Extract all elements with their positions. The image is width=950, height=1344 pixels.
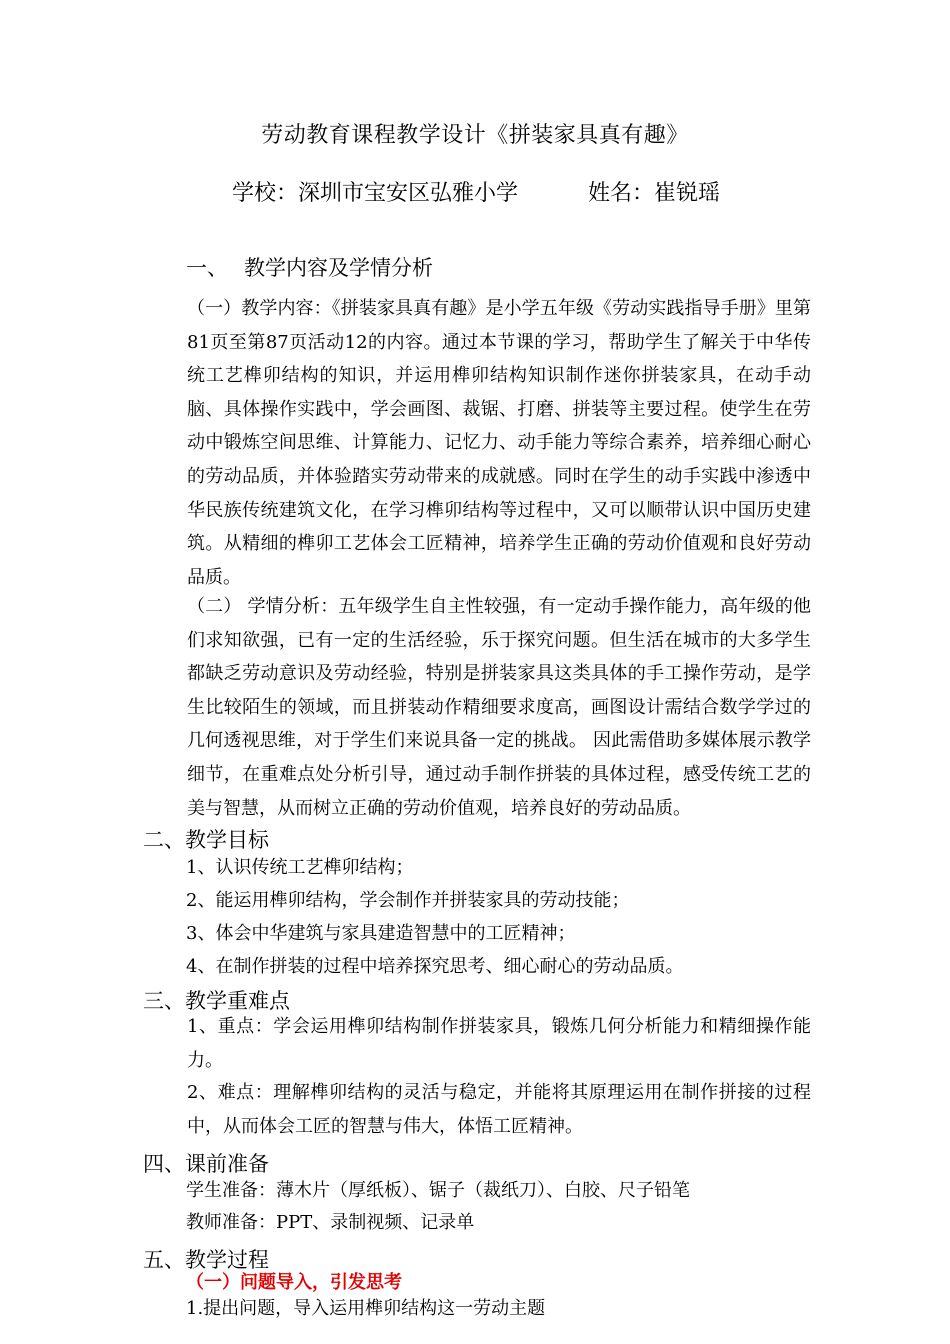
objective-item: 4、在制作拼装的过程中培养探究思考、细心耐心的劳动品质。 — [186, 956, 684, 977]
section-1-heading — [186, 252, 433, 282]
subsection-heading-red: （一）问题导入，引发思考 — [186, 1272, 402, 1293]
section-1-paragraph-content: （一）教学内容：《拼装家具真有趣》是小学五年级《劳动实践指导手册》里第81页至第87页活动12的内容。通过本节课的学习，帮助学生了解关于中华传统工艺榫卯结构的知识，并运用榫卯结构知识制作迷你拼装家具，在动手动脑、具体操作实践中，学会画图、裁锯、打磨、拼装等主要过程。使学生在劳动中锻炼空间思维、计算能力、记忆力、动手能力等综合素养，培养细心耐心的劳动品质，并体验踏实劳动带来的成就感。同时在学生的动手实践中渗透中华民族传统建筑文化，在学习榫卯结构等过程中，又可以顺带认识中国历史建筑。从精细的榫卯工艺体会工匠精神，培养学生正确的劳动价值观和良好劳动品质。 — [187, 298, 811, 588]
document-title: 劳动教育课程教学设计《拼装家具真有趣》 — [261, 123, 689, 148]
section-1-paragraph-analysis: （二） 学情分析：五年级学生自主性较强，有一定动手操作能力，高年级的他们求知欲强，已有一定的生活经验，乐于探究问题。但生活在城市的大多学生都缺乏劳动意识及劳动经验，特别是拼装家具这类具体的手工操作劳动，是学生比较陌生的领域，而且拼装动作精细要求度高，画图设计需结合数学学过的几何透视思维，对于学生们来说具备一定的挑战。 因此需借助多媒体展示教学细节，在重难点处分析引导，通过动手制作拼装的具体过程，感受传统工艺的美与智慧，从而树立正确的劳动价值观，培养良好的劳动品质。 — [187, 596, 811, 819]
section-3-heading: 三、教学重难点 — [143, 989, 290, 1013]
section-1-title: 教学内容及学情分析 — [244, 256, 433, 280]
objective-item: 1、认识传统工艺榫卯结构； — [186, 857, 414, 878]
objective-item: 2、能运用榫卯结构，学会制作并拼装家具的劳动技能； — [186, 890, 630, 911]
section-2-heading: 二、教学目标 — [143, 828, 269, 852]
student-preparation: 学生准备：薄木片（厚纸板）、锯子（裁纸刀）、白胶、尺子铅笔 — [186, 1180, 690, 1201]
process-step: 1.提出问题，导入运用榫卯结构这一劳动主题 — [186, 1298, 546, 1319]
author-line: 姓名：崔锐瑶 — [588, 181, 721, 206]
school-line: 学校：深圳市宝安区弘雅小学 — [232, 181, 519, 206]
difficulty-paragraph: 2、难点：理解榫卯结构的灵活与稳定，并能将其原理运用在制作拼接的过程中，从而体会工匠的智慧与伟大，体悟工匠精神。 — [187, 1082, 811, 1137]
section-4-heading: 四、课前准备 — [143, 1152, 269, 1176]
section-5-heading: 五、教学过程 — [143, 1248, 269, 1272]
section-1-number: 一、 — [186, 256, 228, 280]
objective-item: 3、体会中华建筑与家具建造智慧中的工匠精神； — [186, 923, 576, 944]
key-point-paragraph: 1、重点：学会运用榫卯结构制作拼装家具，锻炼几何分析能力和精细操作能力。 — [187, 1016, 811, 1071]
teacher-preparation: 教师准备：PPT、录制视频、记录单 — [186, 1212, 475, 1233]
